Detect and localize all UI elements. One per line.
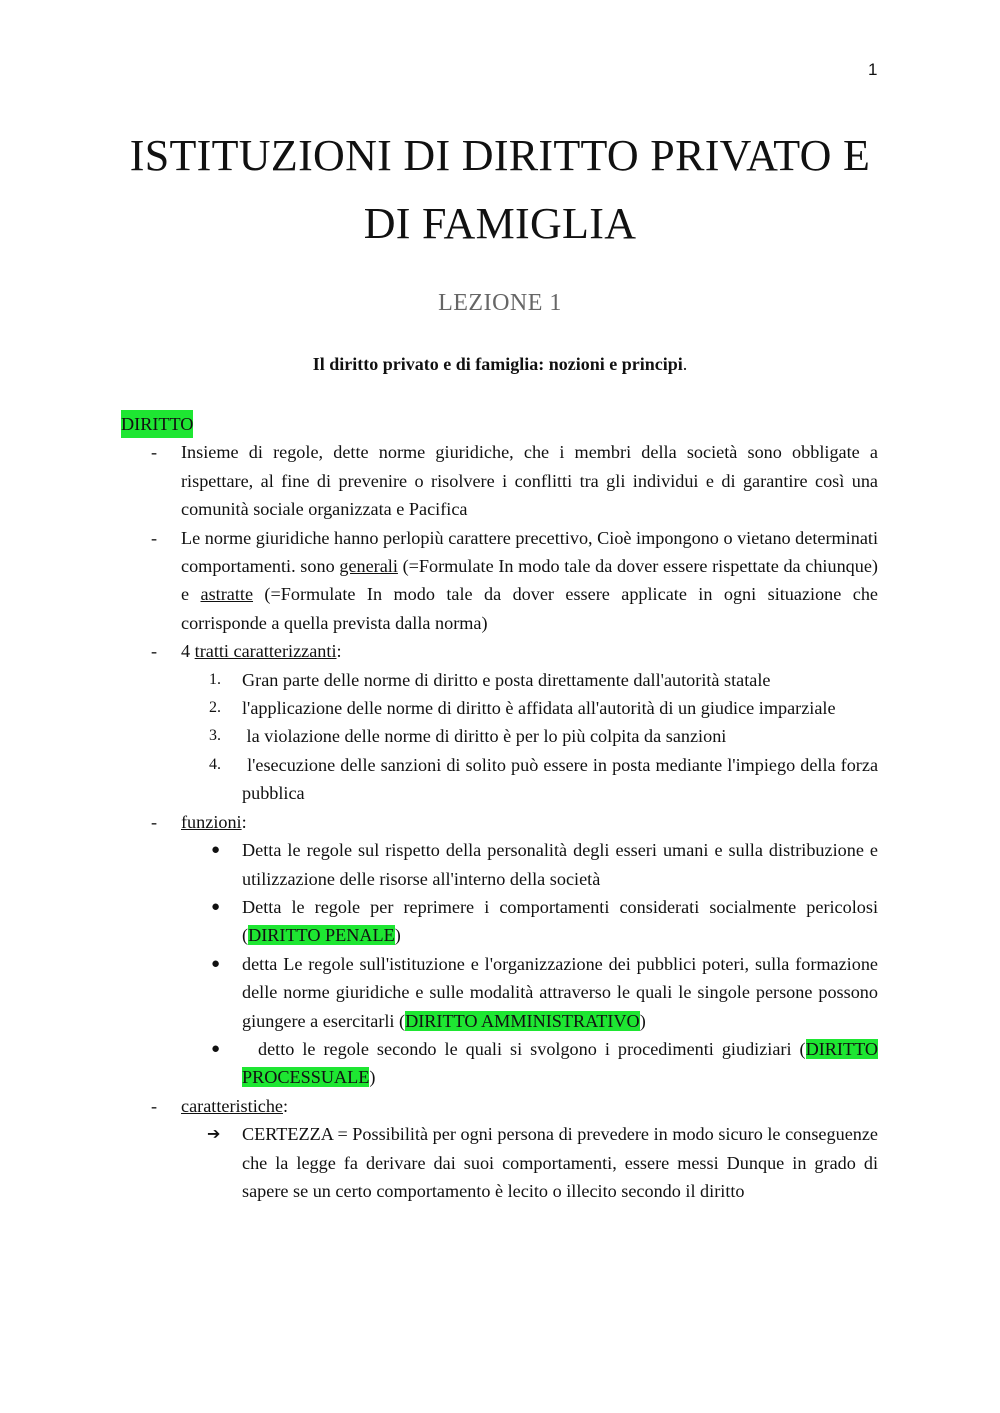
numbered-item-text: Gran parte delle norme di diritto e posta direttamente dall'autorità statale <box>242 669 771 690</box>
bullet-icon: ● <box>211 898 221 915</box>
dash-marker: - <box>151 442 158 463</box>
list-item-caratteristiche <box>121 1092 878 1120</box>
list-item-tratti <box>121 637 878 665</box>
dash-marker: - <box>151 811 158 832</box>
item-prefix: 4 <box>181 641 195 662</box>
bullet-icon: ● <box>211 1040 221 1057</box>
term-generali: generali <box>339 556 398 577</box>
numbered-item-text: la violazione delle norme di diritto è per lo più colpita da sanzioni <box>242 726 727 747</box>
document-title <box>100 122 900 258</box>
item-suffix: : <box>241 811 247 832</box>
title-line-2: DI FAMIGLIA <box>363 199 637 248</box>
list-item-norme <box>121 524 878 638</box>
lesson-subtitle <box>100 354 900 375</box>
bullet-item-text: Detta le regole sul rispetto della personalità degli esseri umani e sulla distribuzione e utilizzazione delle risorse all'interno della società <box>242 840 878 889</box>
subtitle-text: Il diritto privato e di famiglia: nozioni e principi <box>312 354 683 374</box>
number-marker: 2. <box>209 699 221 717</box>
bullet-item-end: ) <box>639 1010 646 1031</box>
number-marker: 4. <box>209 755 221 773</box>
section-heading <box>121 410 878 438</box>
highlight-diritto-penale: DIRITTO PENALE <box>248 925 395 946</box>
bullet-item <box>121 893 878 950</box>
bullet-item <box>121 1035 878 1092</box>
term-astratte: astratte <box>200 584 254 605</box>
arrow-list <box>121 1120 878 1205</box>
bullet-item-text: Detta le regole per reprimere i comportamenti considerati socialmente pericolosi ( <box>242 896 878 946</box>
document-body <box>121 410 883 1205</box>
bullet-icon: ● <box>211 842 221 859</box>
bullet-icon: ● <box>211 955 221 972</box>
dash-marker: - <box>151 527 158 548</box>
page-number: 1 <box>868 60 878 79</box>
numbered-item-text: l'esecuzione delle sanzioni di solito può essere in posta mediante l'impiego della forza pubblica <box>242 754 883 804</box>
number-marker: 3. <box>209 727 221 745</box>
arrow-right-icon: ➔ <box>207 1124 221 1144</box>
bullet-item-end: ) <box>394 925 401 946</box>
dash-marker: - <box>151 641 158 662</box>
arrow-item-text: CERTEZZA = Possibilità per ogni persona di prevedere in modo sicuro le conseguenze che la legge fa derivare dai suoi comportamenti, essere messi Dunque in grado di sapere se un certo comportamento è lecito o illecito secondo il diritto <box>242 1124 878 1201</box>
numbered-item-text: l'applicazione delle norme di diritto è affidata all'autorità di un giudice imparziale <box>242 698 836 719</box>
highlight-diritto-processuale: DIRITTO PROCESSUALE <box>242 1038 879 1088</box>
dash-marker: - <box>151 1095 158 1116</box>
subtitle-period: . <box>682 354 688 374</box>
title-line-1: ISTITUZIONI DI DIRITTO PRIVATO E <box>129 131 871 180</box>
bullet-item <box>121 836 878 893</box>
term-tratti: tratti caratterizzanti <box>194 641 337 662</box>
bullet-item-text: detto le regole secondo le quali si svolgono i procedimenti giudiziari ( <box>242 1038 806 1059</box>
item-text: (=Formulate In modo tale da dover essere rispettate da chiunque) e <box>181 556 878 605</box>
numbered-list <box>121 666 883 808</box>
item-suffix: : <box>283 1095 289 1116</box>
arrow-item <box>121 1120 878 1205</box>
bullet-item-end: ) <box>369 1067 376 1088</box>
section-label-diritto: DIRITTO <box>121 410 193 438</box>
bullet-item-text: detta Le regole sull'istituzione e l'organizzazione dei pubblici poteri, sulla formazione delle norme giuridiche e sulle modalità attraverso le quali le singole persone possono giungere a esercitarli ( <box>242 953 878 1031</box>
list-item-funzioni <box>121 808 878 836</box>
numbered-item <box>121 694 878 722</box>
item-suffix: : <box>336 641 342 662</box>
bullet-list <box>121 836 878 1092</box>
numbered-item <box>121 666 878 694</box>
numbered-item <box>121 722 878 750</box>
term-caratteristiche: caratteristiche <box>181 1095 283 1116</box>
term-funzioni: funzioni <box>181 811 242 832</box>
number-marker: 1. <box>209 670 221 688</box>
item-text: (=Formulate In modo tale da dover essere applicate in ogni situazione che corrisponde a quella prevista dalla norma) <box>181 584 879 633</box>
highlight-diritto-amministrativo: DIRITTO AMMINISTRATIVO <box>405 1010 640 1031</box>
bullet-item <box>121 950 878 1035</box>
lesson-heading: LEZIONE 1 <box>438 290 562 316</box>
list-item-definition <box>121 438 878 523</box>
numbered-item <box>121 751 883 808</box>
item-text: Insieme di regole, dette norme giuridiche, che i membri della società sono obbligate a rispettare, al fine di prevenire o risolvere i conflitti tra gli individui e di garantire così una comunità sociale organizzata e Pacifica <box>181 442 878 520</box>
item-text: Le norme giuridiche hanno perlopiù carattere precettivo, Cioè impongono o vietano determinati comportamenti. sono <box>181 527 878 577</box>
